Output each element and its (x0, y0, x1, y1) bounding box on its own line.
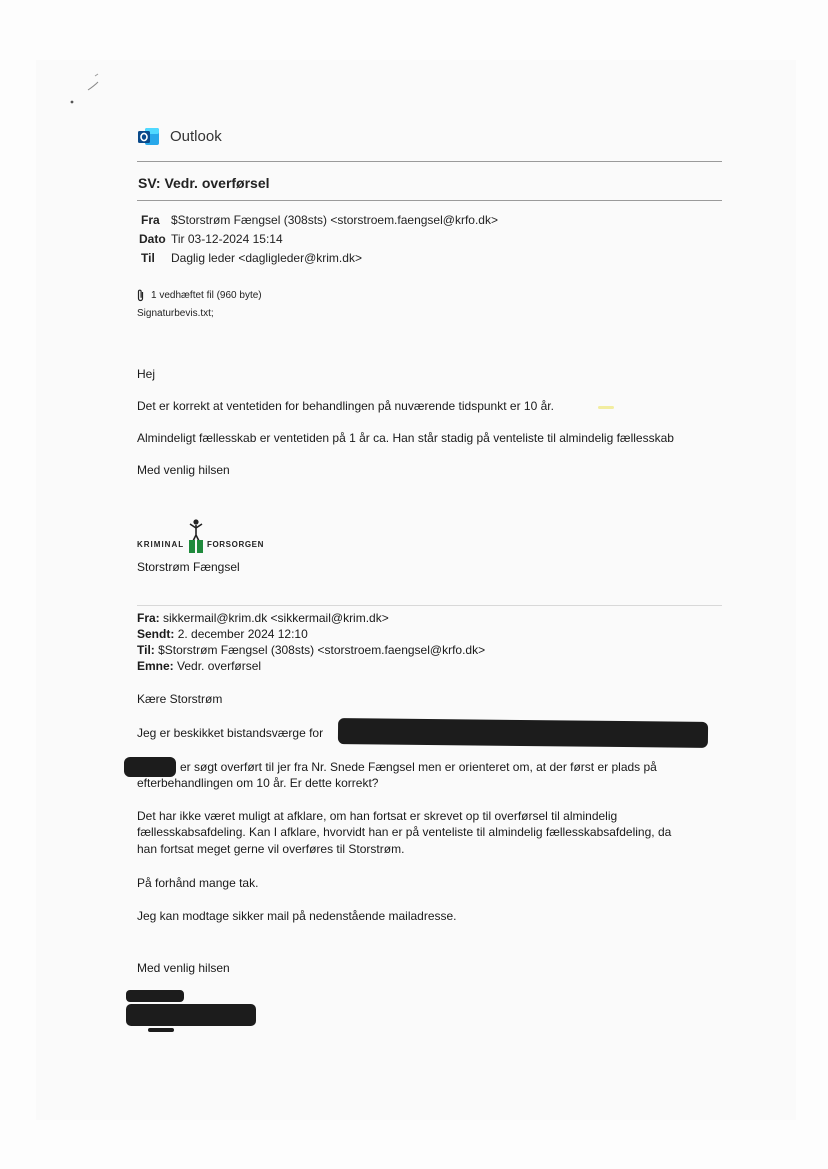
fwd-paragraph-2-line-1: er søgt overført til jer fra Nr. Snede Fængsel men er orienteret om, at der først er plads på (180, 760, 657, 774)
fwd-salutation: Kære Storstrøm (137, 692, 223, 706)
date-value: Tir 03-12-2024 15:14 (171, 232, 283, 246)
redaction-signature-3 (148, 1028, 174, 1032)
fwd-sent-value: 2. december 2024 12:10 (177, 627, 308, 641)
to-value: Daglig leder <dagligleder@krim.dk> (171, 251, 362, 265)
fwd-paragraph-4: På forhånd mange tak. (137, 876, 259, 890)
kriminalforsorgen-figure-icon (187, 518, 205, 554)
fwd-paragraph-3-line-1: Det har ikke været muligt at afklare, om han fortsat er skrevet op til overførsel til almindelig (137, 809, 618, 823)
subject-divider (137, 200, 722, 201)
email-subject: SV: Vedr. overførsel (138, 175, 270, 191)
body-closing: Med venlig hilsen (137, 463, 230, 477)
redaction-bar-start (124, 757, 176, 777)
fwd-closing: Med venlig hilsen (137, 961, 230, 975)
krim-logo-text-right: FORSORGEN (207, 540, 264, 549)
attachment-summary (136, 289, 262, 302)
krim-logo-text-left: KRIMINAL (137, 540, 185, 549)
from-label: Fra (141, 213, 160, 227)
fwd-to-value: $Storstrøm Fængsel (308sts) <storstroem.faengsel@krfo.dk> (158, 643, 486, 657)
paperclip-icon (136, 289, 145, 302)
fwd-from-value: sikkermail@krim.dk <sikkermail@krim.dk> (163, 611, 389, 625)
body-greeting: Hej (137, 367, 156, 381)
highlight-speck (598, 406, 614, 409)
fwd-sent-row (137, 627, 308, 641)
body-line-1: Det er korrekt at ventetiden for behandlingen på nuværende tidspunkt er 10 år. (137, 399, 554, 413)
fwd-sent-label: Sendt: (137, 627, 175, 641)
redaction-bar-name (338, 718, 708, 748)
from-value: $Storstrøm Fængsel (308sts) <storstroem.faengsel@krfo.dk> (171, 213, 498, 227)
fwd-to-label: Til: (137, 643, 155, 657)
fwd-to-row (137, 643, 485, 657)
attachment-file-link[interactable]: Signaturbevis.txt; (137, 308, 214, 319)
attachment-count: 1 vedhæftet fil (960 byte) (151, 290, 262, 301)
fwd-from-row (137, 611, 389, 625)
app-title: Outlook (170, 128, 222, 145)
fwd-paragraph-2-line-2: efterbehandlingen om 10 år. Er dette korrekt? (137, 776, 379, 790)
outlook-logo-icon (138, 127, 160, 147)
header-divider (137, 161, 722, 162)
fwd-paragraph-5: Jeg kan modtage sikker mail på nedenstående mailadresse. (137, 909, 457, 923)
forward-divider (137, 605, 722, 606)
fwd-paragraph-3-line-2: fællesskabsafdeling. Kan I afklare, hvorvidt han er på venteliste til almindelig fællesskabsafdeling, da (137, 825, 672, 839)
fwd-paragraph-3-line-3: han fortsat meget gerne vil overføres til Storstrøm. (137, 842, 405, 856)
date-label: Dato (139, 232, 166, 246)
fwd-subject-label: Emne: (137, 659, 174, 673)
body-line-2: Almindeligt fællesskab er ventetiden på 1 år ca. Han står stadig på venteliste til almindelig fællesskab (137, 431, 674, 445)
fwd-subject-value: Vedr. overførsel (177, 659, 262, 673)
fwd-subject-row (137, 659, 261, 673)
fwd-paragraph-1: Jeg er beskikket bistandsværge for (137, 726, 324, 740)
signature-org: Storstrøm Fængsel (137, 560, 240, 574)
redaction-signature-1 (126, 990, 184, 1002)
scan-speck-marks (62, 70, 107, 110)
to-label: Til (141, 251, 155, 265)
redaction-signature-2 (126, 1004, 256, 1026)
fwd-from-label: Fra: (137, 611, 160, 625)
